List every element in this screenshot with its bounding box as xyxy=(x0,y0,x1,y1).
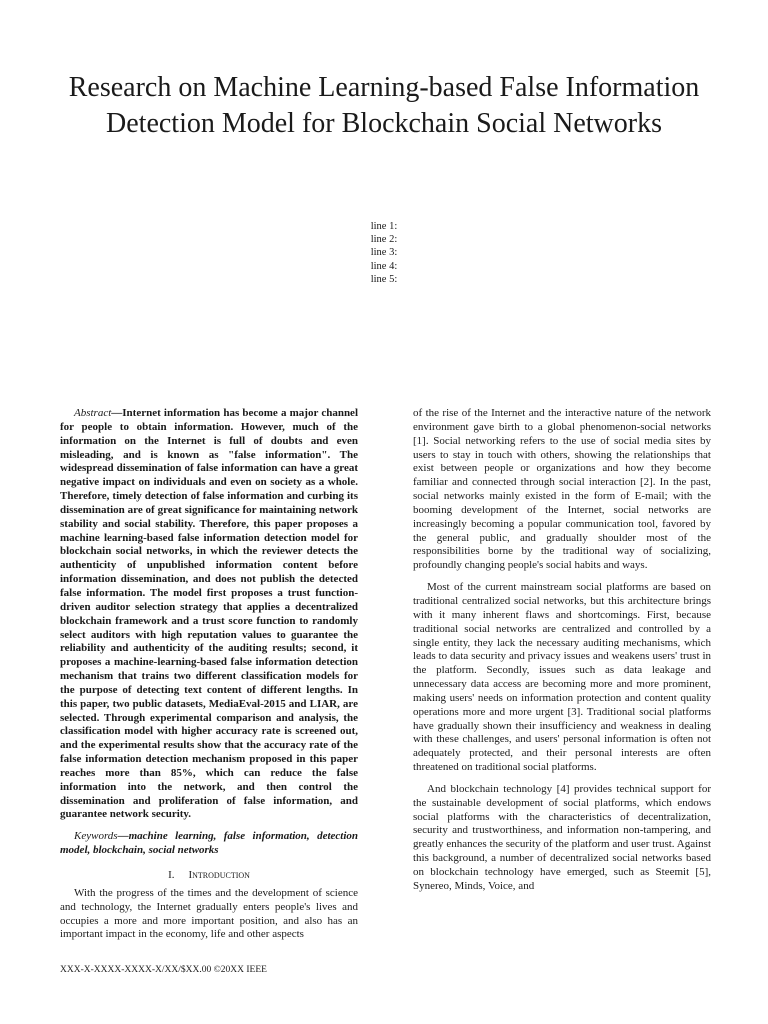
author-line-2: line 2: xyxy=(370,234,398,246)
abstract xyxy=(60,407,358,822)
body-paragraph: Most of the current mainstream social platforms are based on traditional centralized social networks, but this architecture brings with it many inherent flaws and shortcomings. First, because traditional social networks are centralized and controlled by a single entity, they lack the necessary auditing mechanisms, which leads to data security and privacy issues and weakens users' trust in the platform. Secondly, issues such as data leakage and unnecessary data access are becoming more and more prominent, making users' needs on information protection and content quality operations more and more urgent [3]. Traditional social platforms have gradually shown their insufficiency and weakness in dealing with these challenges, and users' personal information is often not adequately protected, and their personal interests are often threatened on traditional social platforms. xyxy=(413,581,711,774)
intro-paragraph: With the progress of the times and the development of science and technology, the Internet gradually enters people's lives and occupies a more and more important position, and also has an important impact in the economy, life and other aspects xyxy=(60,886,358,941)
keywords-label: Keywords xyxy=(74,830,118,843)
author-line-4: line 4: xyxy=(370,260,398,272)
copyright-footer: XXX-X-XXXX-XXXX-X/XX/$XX.00 ©20XX IEEE xyxy=(60,965,267,975)
author-line-3: line 3: xyxy=(370,247,398,259)
abstract-text: Internet information has become a major channel for people to obtain information. However, much of the information on the Internet is full of doubts and even misleading, and is known as "false information". The widespread dissemination of false information can have a great negative impact on individuals and even on society as a whole. Therefore, timely detection of false information and curbing its dissemination are of great significance for maintaining network stability and social stability. Therefore, this paper proposes a machine learning-based false information detection model for blockchain social networks, in which the reviewer detects the authenticity of unpublished information content before information dissemination, and does not publish the detected false information. The model first proposes a trust function-driven auditor selection strategy that applies a decentralized blockchain framework and a trust score function to randomly select auditors with high reputation values to guarantee the reliability and authenticity of the auditing results; second, it proposes a machine-learning-based false information detection mechanism that trains two different classification models for the purpose of detecting text content of different lengths. In this paper, two public datasets, MediaEval-2015 and LIAR, are selected. Through experimental comparison and analysis, the classification model with higher accuracy rate is screened out, and the experimental results show that the accuracy rate of the false information detection mechanism proposed in this paper reaches more than 85%, which can reduce the false information into the network, and then control the dissemination and proliferation of false information, and guarantee network security. xyxy=(60,407,358,821)
section-title: Introduction xyxy=(188,869,250,881)
abstract-dash: — xyxy=(111,407,123,419)
paper-title: Research on Machine Learning-based False Information Detection Model for Blockchain Social Networks xyxy=(68,72,700,139)
left-column xyxy=(60,407,358,942)
author-line-5: line 5: xyxy=(370,273,398,285)
body-paragraph: And blockchain technology [4] provides technical support for the sustainable development of social platforms, which endows social platforms with the characteristics of decentralization, security and trustworthiness, and information non-tampering, and greatly enhances the security of the platform and user trust. Against this background, a number of decentralized social networks based on blockchain technology have emerged, such as Steemit [5], Synereo, Minds, Voice, and xyxy=(413,782,711,892)
body-paragraph-continued: of the rise of the Internet and the interactive nature of the network environment gave birth to a global phenomenon-social networks [1]. Social networking refers to the use of social media sites by users to stay in touch with others, showing the relationships that exist between people or organizations and how they become familiar and connected through social interaction [2]. In the past, social networks mainly existed in the form of E-mail; with the booming development of the Internet, social networks are increasingly becoming a popular communication tool, favored by the general public, and gradually shoulder most of the responsibilities borne by the traditional way of socializing, profoundly changing people's social habits and ways. xyxy=(413,407,711,572)
author-block xyxy=(0,220,768,286)
section-heading-introduction xyxy=(60,869,358,883)
abstract-label: Abstract xyxy=(74,407,112,419)
section-number: I. xyxy=(168,869,175,881)
keywords-dash: — xyxy=(117,830,129,843)
author-line-1: line 1: xyxy=(370,221,398,232)
keywords-text: machine learning, false information, detection model, blockchain, social networks xyxy=(60,830,358,857)
keywords xyxy=(60,830,358,858)
right-column xyxy=(413,407,711,894)
